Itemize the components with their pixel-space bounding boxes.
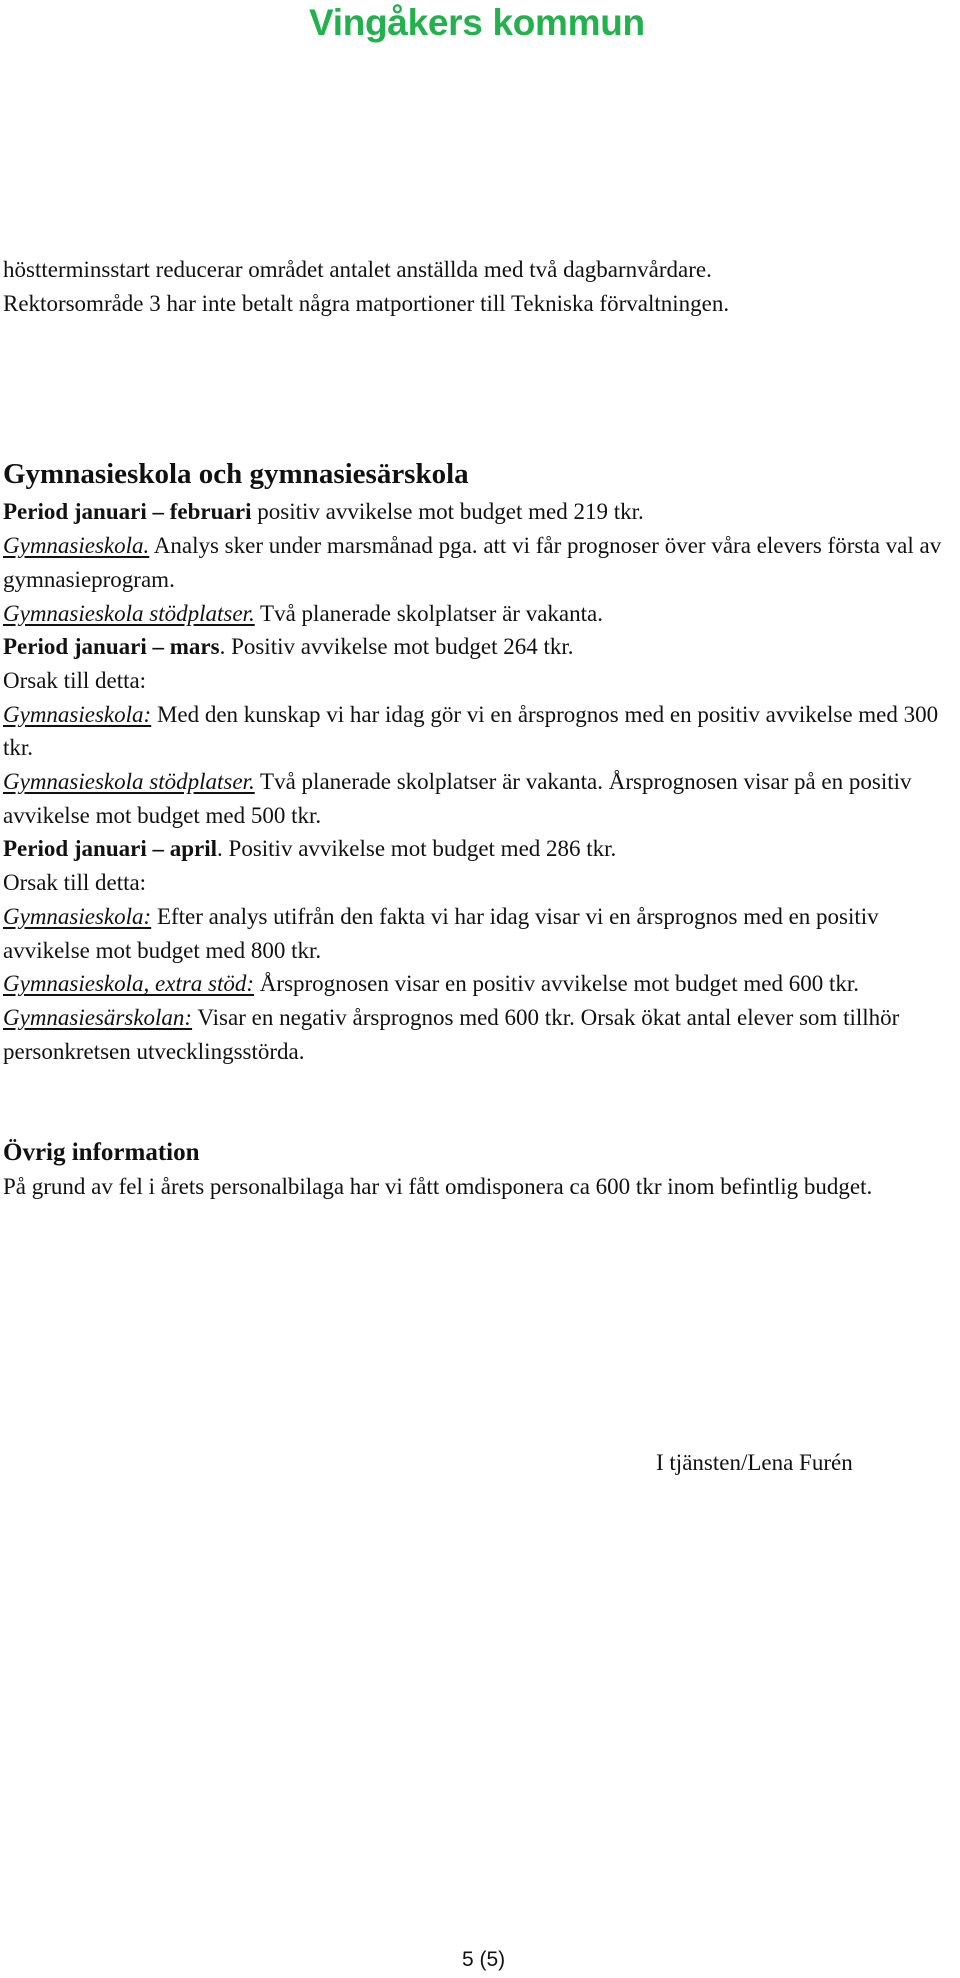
paragraph-gymnasiesarskolan: [3, 1001, 948, 1068]
paragraph-gymnasieskola: [3, 529, 948, 596]
paragraph-text: Efter analys utifrån den fakta vi har idag visar vi en årsprognos med en positiv avvikelse mot budget med 800 tkr.: [3, 903, 879, 963]
section-heading-gymnasium: Gymnasieskola och gymnasiesärskola: [3, 458, 469, 491]
paragraph-period-jan-feb: [3, 495, 948, 529]
subject-label: Gymnasiesärskolan:: [3, 1004, 193, 1030]
page-number: 5 (5): [462, 1948, 506, 1971]
paragraph-text: Två planerade skolplatser är vakanta. Årsprognosen visar på en positiv avvikelse mot budget med 500 tkr.: [3, 769, 912, 828]
paragraph-text: Årsprognosen visar en positiv avvikelse mot budget med 600 tkr.: [254, 971, 859, 997]
intro-line-2: Rektorsområde 3 har inte betalt några matportioner till Tekniska förvaltningen.: [3, 290, 730, 316]
paragraph-text: . Positiv avvikelse mot budget med 286 tkr.: [217, 836, 617, 862]
paragraph-text: positiv avvikelse mot budget med 219 tkr.: [251, 499, 644, 525]
subject-label: Gymnasieskola stödplatser.: [3, 600, 255, 626]
subject-label: Gymnasieskola stödplatser.: [3, 769, 255, 795]
paragraph-period-jan-mar: [3, 630, 948, 664]
paragraph-reason: Orsak till detta:: [3, 870, 147, 896]
subject-label: Gymnasieskola.: [3, 533, 150, 559]
municipality-title: Vingåkers kommun: [309, 2, 645, 43]
paragraph-text: Med den kunskap vi har idag gör vi en årsprognos med en positiv avvikelse med 300 tkr.: [3, 701, 939, 761]
paragraph-stodplatser-forecast: [3, 765, 948, 832]
paragraph-gymnasieskola-forecast: [3, 698, 948, 765]
subject-label: Gymnasieskola:: [3, 903, 152, 929]
intro-line-1: höstterminsstart reducerar området antalet anställda med två dagbarnvårdare.: [3, 257, 712, 282]
paragraph-reason: Orsak till detta:: [3, 667, 147, 693]
paragraph-text: Analys sker under marsmånad pga. att vi får prognoser över våra elevers första val av gymnasieprogram.: [3, 533, 942, 592]
paragraph-extra-stod: [3, 967, 948, 1001]
period-label: Period januari – februari: [3, 499, 252, 525]
paragraph-text: . Positiv avvikelse mot budget 264 tkr.: [219, 634, 574, 660]
document-body: [3, 253, 948, 1204]
paragraph-text: Två planerade skolplatser är vakanta.: [254, 600, 603, 626]
signature: I tjänsten/Lena Furén: [656, 1450, 853, 1475]
section-heading-other: Övrig information: [3, 1139, 200, 1167]
paragraph-gymnasieskola-analysis: [3, 900, 948, 967]
subject-label: Gymnasieskola:: [3, 701, 152, 727]
paragraph-stodplatser: [3, 597, 948, 631]
paragraph-text: Visar en negativ årsprognos med 600 tkr. Orsak ökat antal elever som tillhör personkretsen utvecklingsstörda.: [3, 1004, 900, 1064]
subject-label: Gymnasieskola, extra stöd:: [3, 971, 255, 997]
period-label: Period januari – april: [3, 836, 218, 862]
period-label: Period januari – mars: [3, 634, 220, 660]
paragraph-period-jan-apr: [3, 832, 948, 866]
paragraph-other-info: På grund av fel i årets personalbilaga har vi fått omdisponera ca 600 tkr inom befintlig budget.: [3, 1174, 873, 1200]
